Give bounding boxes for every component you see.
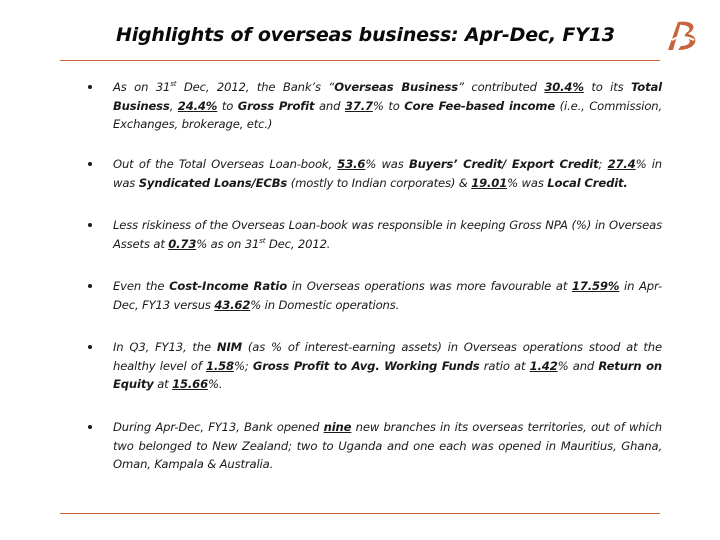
bullet-text: In Q3, FY13, the NIM (as % of interest-earning assets) in Overseas operations stood at the healthy level of 1.58%; Gross Profit to Avg. Working Funds ratio at 1.42% and Return on Equity at 15.66%. bbox=[113, 340, 662, 392]
bullet-dot bbox=[88, 162, 92, 166]
bullet-text: Out of the Total Overseas Loan-book, 53.6% was Buyers’ Credit/ Export Credit; 27.4% in was Syndicated Loans/ECBs (mostly to Indian corporates) & 19.01% was Local Credit. bbox=[113, 157, 663, 190]
bullet-text: During Apr-Dec, FY13, Bank opened nine new branches in its overseas territories, out of which two belonged to New Zealand; two to Uganda and one each was opened in Mauritius, Ghana, Oman, Kampala & Australia. bbox=[113, 420, 662, 472]
bullet-text: Less riskiness of the Overseas Loan-book was responsible in keeping Gross NPA (%) in Overseas Assets at 0.73% as on 31st Dec, 2012. bbox=[113, 218, 662, 251]
bottom-divider bbox=[60, 513, 660, 514]
bullet-text: As on 31st Dec, 2012, the Bank’s “Overseas Business” contributed 30.4% to its Total Business, 24.4% to Gross Profit and 37.7% to Core Fee-based income (i.e., Commission, Exchanges, brokerage, etc.) bbox=[113, 80, 662, 132]
page-title: Highlights of overseas business: Apr-Dec, FY13 bbox=[116, 24, 615, 46]
bullet-dot bbox=[88, 85, 92, 89]
bullet-dot bbox=[88, 345, 92, 349]
bullet-dot bbox=[88, 284, 92, 288]
bullet-text: Even the Cost-Income Ratio in Overseas operations was more favourable at 17.59% in Apr-Dec, FY13 versus 43.62% in Domestic operations. bbox=[113, 279, 662, 312]
bullet-dot bbox=[88, 223, 92, 227]
bullet-dot bbox=[88, 425, 92, 429]
